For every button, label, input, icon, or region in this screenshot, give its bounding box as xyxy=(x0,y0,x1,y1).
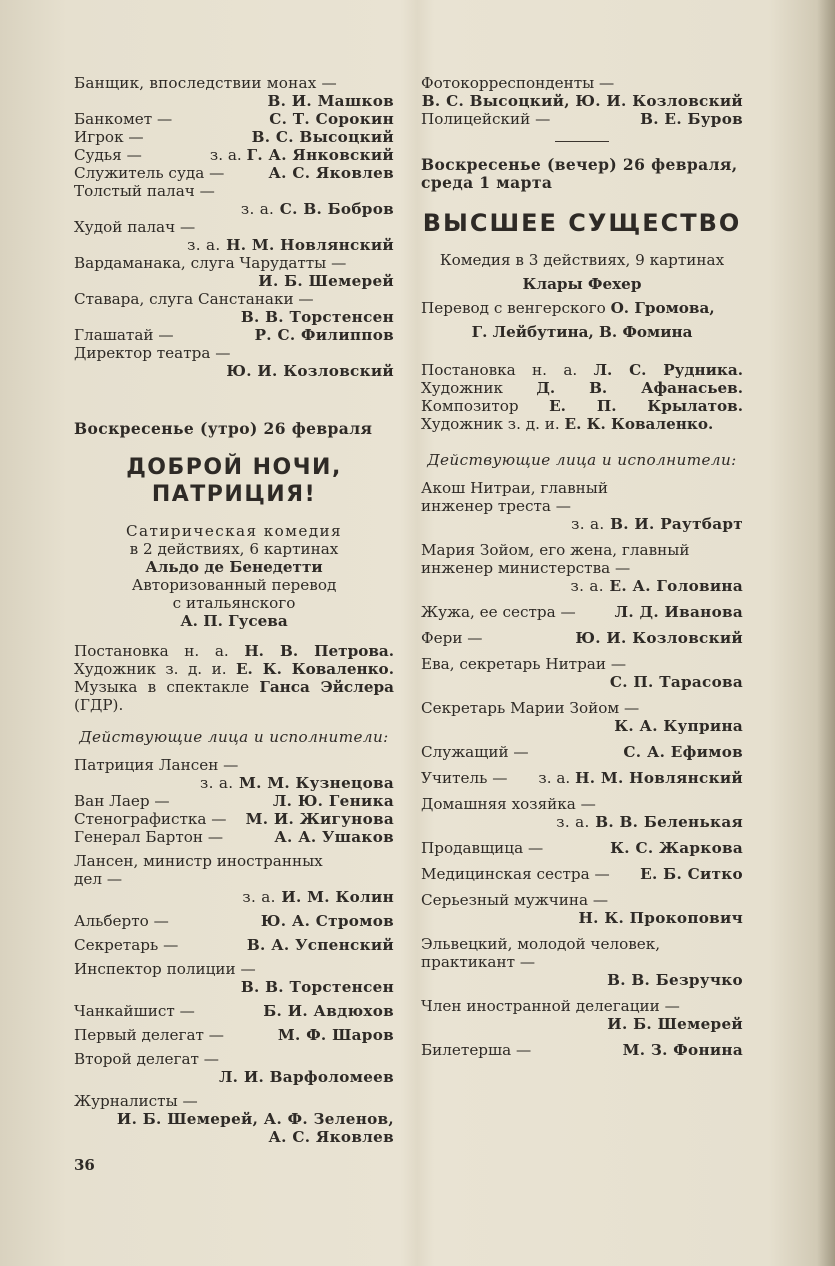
cast-entry xyxy=(421,743,743,761)
role-name: Медицинская сестра — xyxy=(421,865,610,883)
title-prefix: з. а. xyxy=(240,200,275,218)
actor-name: М. З. Фонина xyxy=(622,1041,743,1059)
credit-text: Музыка в спектакле xyxy=(74,678,260,696)
actor-name: Ю. А. Стромов xyxy=(260,912,394,930)
credit-text: Художник з. д. и. xyxy=(74,660,236,678)
actor-name: И. Б. Шемерей xyxy=(607,1015,743,1033)
cast-entry xyxy=(421,865,743,883)
role-name: Судья — xyxy=(74,146,142,164)
play-title: ВЫСШЕЕ СУЩЕСТВО xyxy=(422,209,742,237)
play-title-line: ПАТРИЦИЯ! xyxy=(151,482,317,507)
cast-heading: Действующие лица и исполнители: xyxy=(427,451,737,469)
cast-entry xyxy=(74,756,394,792)
right-column xyxy=(421,74,743,1059)
role-name: Секретарь Марии Зойом — xyxy=(421,699,640,717)
cast-entry xyxy=(74,810,394,828)
actor-name: В. В. Торстенсен xyxy=(240,308,394,326)
staging-credits xyxy=(74,642,394,714)
cast-entry xyxy=(421,479,743,533)
actor-name: В. С. Высоцкий, Ю. И. Козловский xyxy=(421,92,743,110)
actor-name: Е. А. Головина xyxy=(609,577,743,595)
cast-entry xyxy=(74,182,394,218)
genre: в 2 действиях, 6 картинах xyxy=(129,540,339,558)
role-name: Эльвецкий, молодой человек, практикант — xyxy=(421,935,661,971)
cast-entry xyxy=(74,792,394,810)
left-column xyxy=(74,74,394,1146)
role-name: Служитель суда — xyxy=(74,164,225,182)
cast-entry xyxy=(421,795,743,831)
cast-heading: Действующие лица и исполнители: xyxy=(79,728,389,746)
credit-name: Н. В. Петрова. xyxy=(244,642,395,660)
cast-entry xyxy=(74,218,394,254)
cast-entry xyxy=(74,1050,394,1086)
title-prefix: з. а. xyxy=(242,888,276,906)
cast-entry xyxy=(74,110,394,128)
role-name: Худой палач — xyxy=(74,218,196,236)
actor-name: С. В. Бобров xyxy=(279,200,394,218)
actor-name: В. И. Машков xyxy=(267,92,394,110)
role-name: Второй делегат — xyxy=(74,1050,219,1068)
actor-name: М. М. Кузнецова xyxy=(238,774,394,792)
staging-credits xyxy=(421,361,743,433)
translation-note xyxy=(421,299,743,317)
credit-text: Постановка н. а. xyxy=(421,361,594,379)
cast-entry xyxy=(421,935,743,989)
translation-note: с итальянского xyxy=(172,594,296,612)
actor-name: В. И. Раутбарт xyxy=(610,515,743,533)
role-name: Лансен, министр иностранных дел — xyxy=(74,852,323,888)
role-name: Патриция Лансен — xyxy=(74,756,239,774)
translator: О. Громова, xyxy=(610,299,715,317)
play-title-line: ДОБРОЙ НОЧИ, xyxy=(126,455,342,480)
actor-name: В. Е. Буров xyxy=(640,110,743,128)
actor-name: К. А. Куприна xyxy=(614,717,743,735)
role-name: Фери — xyxy=(421,629,483,647)
title-prefix: з. а. xyxy=(200,774,234,792)
actor-name: Н. М. Новлянский xyxy=(226,236,394,254)
actor-name: Л. Ю. Геника xyxy=(272,792,394,810)
cast-entry xyxy=(421,110,743,128)
role-name: Жужа, ее сестра — xyxy=(421,603,576,621)
translator: Г. Лейбутина, В. Фомина xyxy=(471,323,693,341)
cast-entry xyxy=(74,912,394,930)
cast-entry xyxy=(74,146,394,164)
role-name: Серьезный мужчина — xyxy=(421,891,609,909)
cast-entry xyxy=(74,326,394,344)
role-name: Мария Зойом, его жена, главный инженер министерства — xyxy=(421,541,690,577)
role-name: Продавщица — xyxy=(421,839,544,857)
cast-entry xyxy=(74,164,394,182)
credit-text: Художник xyxy=(421,379,537,397)
role-name: Глашатай — xyxy=(74,326,174,344)
cast-entry xyxy=(74,960,394,996)
role-name: Первый делегат — xyxy=(74,1026,224,1044)
genre: Комедия в 3 действиях, 9 картинах xyxy=(439,251,725,269)
role-name: Толстый палач — xyxy=(74,182,215,200)
credit-name: Е. П. Крылатов. xyxy=(549,397,743,415)
role-name: Чанкайшист — xyxy=(74,1002,195,1020)
section-divider xyxy=(555,141,609,142)
actor-name: Л. Д. Иванова xyxy=(614,603,743,621)
cast-entry xyxy=(74,254,394,290)
credit-text: Композитор xyxy=(421,397,550,415)
role-name: Директор театра — xyxy=(74,344,231,362)
cast-entry xyxy=(421,655,743,691)
role-name: Генерал Бартон — xyxy=(74,828,224,846)
credit-name: Д. В. Афанасьев. xyxy=(536,379,744,397)
title-prefix: з. а. xyxy=(556,813,590,831)
credit-name: Е. К. Коваленко. xyxy=(564,415,714,433)
translation-note: Авторизованный перевод xyxy=(131,576,337,594)
actor-name: К. С. Жаркова xyxy=(610,839,743,857)
title-prefix: з. а. xyxy=(209,146,242,164)
role-name: Журналисты — xyxy=(74,1092,198,1110)
author: Альдо де Бенедетти xyxy=(145,558,323,576)
cast-entry xyxy=(74,936,394,954)
actor-name: Б. И. Авдюхов xyxy=(263,1002,394,1020)
page-number: 36 xyxy=(74,1156,95,1174)
actor-name: И. Б. Шемерей xyxy=(258,272,394,290)
performance-date: среда 1 марта xyxy=(421,173,553,192)
role-name: Учитель — xyxy=(421,769,508,787)
performance-date: Воскресенье (вечер) 26 февраля, xyxy=(421,155,738,174)
role-name: Акош Нитраи, главный инженер треста — xyxy=(421,479,608,515)
credit-name: Ганса Эйслера xyxy=(259,678,394,696)
actor-name: В. В. Беленькая xyxy=(595,813,743,831)
role-name: Член иностранной делегации — xyxy=(421,997,680,1015)
actor-name: М. И. Жигунова xyxy=(245,810,394,828)
actor-name: И. М. Колин xyxy=(281,888,394,906)
role-name: Альберто — xyxy=(74,912,169,930)
cast-entry xyxy=(421,1041,743,1059)
role-name: Служащий — xyxy=(421,743,529,761)
role-name: Фотокорреспонденты — xyxy=(421,74,615,92)
actor-name: Л. И. Варфоломеев xyxy=(218,1068,394,1086)
actor-name: Ю. И. Козловский xyxy=(575,629,743,647)
cast-entry xyxy=(421,769,743,787)
role-name: Банкомет — xyxy=(74,110,173,128)
actor-name: В. А. Успенский xyxy=(246,936,394,954)
page-edge-shadow xyxy=(817,0,835,1266)
cast-entry xyxy=(74,128,394,146)
actor-name: Р. С. Филиппов xyxy=(254,326,394,344)
title-prefix: з. а. xyxy=(538,769,571,787)
role-name: Ева, секретарь Нитраи — xyxy=(421,655,627,673)
actor-name: Ю. И. Козловский xyxy=(226,362,394,380)
author: Клары Фехер xyxy=(522,275,642,293)
cast-entry xyxy=(74,290,394,326)
cast-entry xyxy=(421,541,743,595)
actor-name: В. С. Высоцкий xyxy=(251,128,394,146)
role-name: Игрок — xyxy=(74,128,144,146)
performance-date: Воскресенье (утро) 26 февраля xyxy=(74,419,373,438)
cast-entry xyxy=(421,891,743,927)
actor-name: Н. К. Прокопович xyxy=(578,909,743,927)
cast-entry xyxy=(74,1026,394,1044)
actor-name: В. В. Торстенсен xyxy=(240,978,394,996)
title-prefix: з. а. xyxy=(570,577,604,595)
cast-entry xyxy=(74,1092,394,1146)
actor-name: А. С. Яковлев xyxy=(268,1128,394,1146)
role-name: Билетерша — xyxy=(421,1041,532,1059)
actor-name: А. С. Яковлев xyxy=(268,164,394,182)
actor-name: И. Б. Шемерей, А. Ф. Зеленов, xyxy=(116,1110,394,1128)
credit-text: Постановка н. а. xyxy=(74,642,245,660)
cast-entry xyxy=(421,997,743,1033)
translation-text: Перевод с венгерского xyxy=(421,299,611,317)
role-name: Секретарь — xyxy=(74,936,179,954)
cast-entry xyxy=(74,1002,394,1020)
translator: А. П. Гусева xyxy=(180,612,288,630)
actor-name: Н. М. Новлянский xyxy=(575,769,743,787)
play-title xyxy=(74,454,394,508)
cast-entry xyxy=(74,852,394,906)
role-name: Инспектор полиции — xyxy=(74,960,256,978)
role-name: Ставара, слуга Санстанаки — xyxy=(74,290,314,308)
actor-name: С. Т. Сорокин xyxy=(269,110,394,128)
cast-entry xyxy=(421,74,743,110)
actor-name: Е. Б. Ситко xyxy=(640,865,743,883)
cast-entry xyxy=(74,828,394,846)
actor-name: А. А. Ушаков xyxy=(274,828,394,846)
cast-entry xyxy=(74,74,394,110)
role-name: Полицейский — xyxy=(421,110,551,128)
cast-entry xyxy=(421,629,743,647)
actor-name: М. Ф. Шаров xyxy=(277,1026,394,1044)
credit-name: Л. С. Рудника. xyxy=(593,361,743,379)
cast-entry xyxy=(421,839,743,857)
credit-name: Е. К. Коваленко. xyxy=(235,660,394,678)
role-name: Домашняя хозяйка — xyxy=(421,795,596,813)
actor-name: В. В. Безручко xyxy=(607,971,743,989)
credit-text: Художник з. д. и. xyxy=(421,415,565,433)
cast-entry xyxy=(421,699,743,735)
cast-entry xyxy=(74,344,394,380)
genre: Сатирическая комедия xyxy=(125,522,343,540)
credit-text: (ГДР). xyxy=(74,696,124,714)
role-name: Ван Лаер — xyxy=(74,792,170,810)
actor-name: С. А. Ефимов xyxy=(623,743,743,761)
actor-name: Г. А. Янковский xyxy=(246,146,394,164)
actor-name: С. П. Тарасова xyxy=(609,673,743,691)
title-prefix: з. а. xyxy=(571,515,605,533)
role-name: Стенографистка — xyxy=(74,810,227,828)
title-prefix: з. а. xyxy=(187,236,221,254)
role-name: Вардаманака, слуга Чарудатты — xyxy=(74,254,347,272)
cast-entry xyxy=(421,603,743,621)
role-name: Банщик, впоследствии монах — xyxy=(74,74,337,92)
